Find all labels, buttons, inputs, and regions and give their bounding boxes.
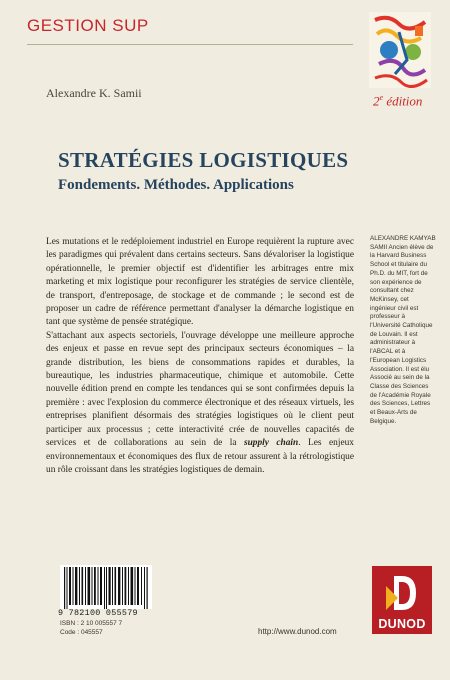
summary-paragraph-2: S'attachant aux aspects sectoriels, l'ouvrage développe une meilleure approche des enjeux et passe en revue sept des principaux secteurs économiques – la grande distribution, les biens de consommations rapides et durables, la bureautique, les industries pharmaceutique, chimique et automobile. Cette nouvelle édition prend en compte les tendances qui se sont confirmées depuis la première : avec l'explosion du commerce électronique et des réseaux virtuels, les entreprises planifient désormais des stratégies logistiques où le client peut participer aux processus ; cette interactivité crée de nouvelles capacités de services et de collaborations au sein de la supply chain. Les enjeux environnementaux et économiques des flux de retour assurent à la rétrologistique un rôle croissant dans les stratégies logistiques de demain.: [46, 330, 354, 475]
product-code: Code : 045557: [60, 629, 103, 636]
barcode-digits: 9 782100 055579: [58, 608, 138, 618]
back-cover-summary: [46, 236, 354, 477]
publisher-logo: [372, 566, 432, 634]
series-title: GESTION SUP: [27, 16, 149, 35]
book-title: STRATÉGIES LOGISTIQUES: [58, 148, 349, 172]
author-biography: ALEXANDRE KAMYAB SAMII Ancien élève de la Harvard Business School et titulaire du Ph.D. du MIT, fort de son expérience de consultant chez McKinsey, cet ingénieur civil est professeur à l'Université Catholique de Louvain. Il est administrateur à l'ABCAL et à l'European Logistics Association. Il est élu Associé au sein de la Classe des Sciences de l'Académie Royale des Sciences, Lettres et Beaux-Arts de Belgique.: [370, 235, 436, 425]
edition-label: 2e édition: [373, 93, 423, 109]
series-logo-icon: [369, 12, 431, 88]
header-divider: [27, 44, 353, 45]
author-name: Alexandre K. Samii: [46, 86, 142, 100]
publisher-url[interactable]: http://www.dunod.com: [258, 627, 337, 636]
barcode-icon: [60, 565, 152, 609]
keyword-supply-chain: supply chain: [243, 438, 299, 449]
publisher-name: DUNOD: [378, 617, 426, 631]
publisher-emblem-icon: [372, 568, 432, 618]
isbn-number: ISBN : 2 10 005557 7: [60, 620, 123, 627]
summary-paragraph-1: Les mutations et le redéploiement industriel en Europe requièrent la rupture avec les paradigmes qui prévalent dans certains secteurs. Sans dévaloriser la logistique opérationnelle, le premier objectif est d'identifier les arbitrages entre mix marketing et mix logistique pour reconfigurer les stratégies de service clientèle, de transport, d'entreposage, de stockage et de commande ; le second est de proposer un cadre de référence permettant d'analyser la démarche logistique en tant que système de pensée stratégique.: [46, 237, 354, 328]
book-subtitle: Fondements. Méthodes. Applications: [58, 177, 294, 193]
